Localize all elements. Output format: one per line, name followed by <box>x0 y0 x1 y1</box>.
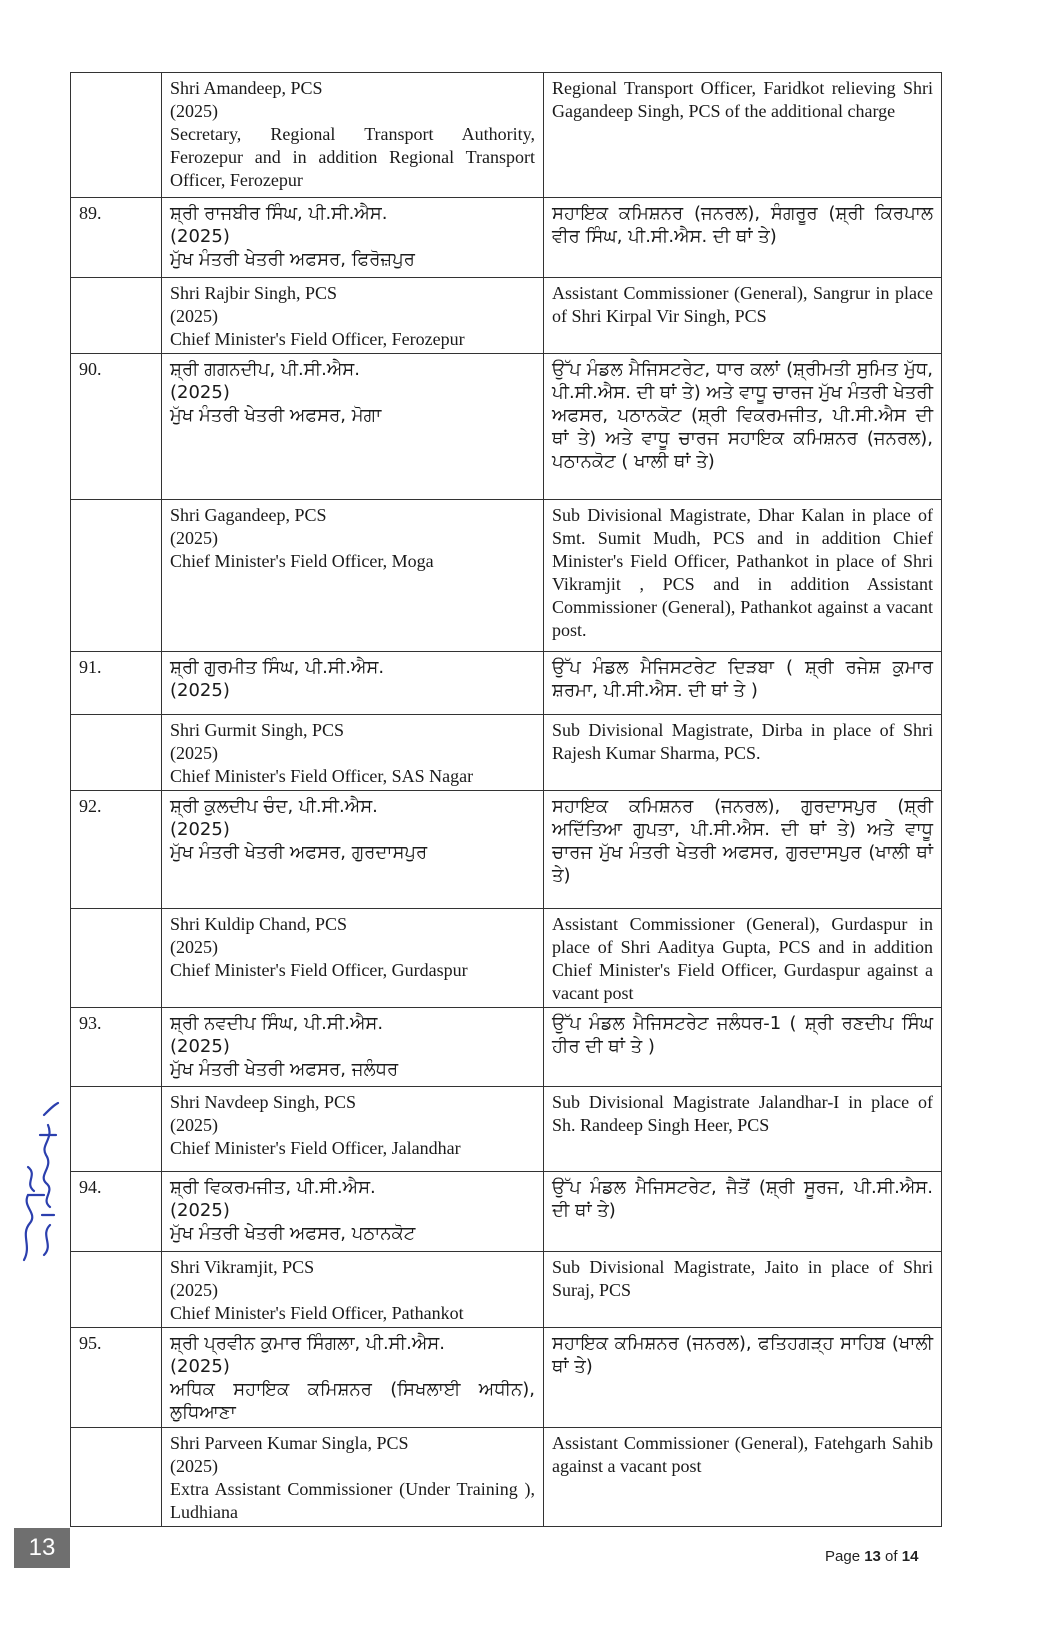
signature-image <box>14 1095 64 1265</box>
batch-year: (2025) <box>170 1456 218 1476</box>
new-posting: Assistant Commissioner (General), Fatehgarh Sahib against a vacant post <box>544 1428 942 1527</box>
officer-details <box>162 1428 544 1527</box>
current-posting: ਮੁੱਖ ਮੰਤਰੀ ਖੇਤਰੀ ਅਫਸਰ, ਫਿਰੋਜ਼ਪੁਰ <box>170 249 415 270</box>
page-current: 13 <box>864 1548 881 1565</box>
officer-name: Shri Navdeep Singh, PCS <box>170 1092 357 1112</box>
officer-details <box>162 1252 544 1328</box>
officer-details <box>162 1087 544 1172</box>
officer-name: Shri Gurmit Singh, PCS <box>170 720 345 740</box>
current-posting: ਮੁੱਖ ਮੰਤਰੀ ਖੇਤਰੀ ਅਫਸਰ, ਪਠਾਨਕੋਟ <box>170 1223 416 1244</box>
serial-number: 95. <box>71 1328 162 1428</box>
serial-number <box>71 73 162 198</box>
serial-number: 93. <box>71 1008 162 1087</box>
page-prefix: Page <box>825 1548 865 1565</box>
batch-year: (2025) <box>170 819 230 840</box>
posting-orders-table <box>70 72 942 1527</box>
officer-details <box>162 1172 544 1252</box>
officer-name: Shri Rajbir Singh, PCS <box>170 283 338 303</box>
officer-name: ਸ਼੍ਰੀ ਵਿਕਰਮਜੀਤ, ਪੀ.ਸੀ.ਐਸ. <box>170 1177 376 1198</box>
officer-name: ਸ਼੍ਰੀ ਨਵਦੀਪ ਸਿੰਘ, ਪੀ.ਸੀ.ਐਸ. <box>170 1013 384 1034</box>
serial-number <box>71 1252 162 1328</box>
table-row <box>71 198 942 278</box>
officer-details <box>162 1328 544 1428</box>
officer-name: Shri Parveen Kumar Singla, PCS <box>170 1433 409 1453</box>
table-row <box>71 1008 942 1087</box>
batch-year: (2025) <box>170 680 230 701</box>
officer-details <box>162 198 544 278</box>
serial-number <box>71 1428 162 1527</box>
new-posting: Sub Divisional Magistrate, Dhar Kalan in place of Smt. Sumit Mudh, PCS and in addition Chief Minister's Field Officer, Pathankot in place of Shri Vikramjit , PCS and in addition Assistant Commissioner (General), Pathankot against a vacant post. <box>544 500 942 652</box>
officer-name: Shri Kuldip Chand, PCS <box>170 914 348 934</box>
batch-year: (2025) <box>170 1115 218 1135</box>
new-posting: ਸਹਾਇਕ ਕਮਿਸ਼ਨਰ (ਜਨਰਲ), ਗੁਰਦਾਸਪੁਰ (ਸ਼੍ਰੀ ਅਦਿੱਤਿਆ ਗੁਪਤਾ, ਪੀ.ਸੀ.ਐਸ. ਦੀ ਥਾਂ ਤੇ) ਅਤੇ ਵਾਧੂ ਚਾਰਜ ਮੁੱਖ ਮੰਤਰੀ ਖੇਤਰੀ ਅਫਸਰ, ਗੁਰਦਾਸਪੁਰ (ਖਾਲੀ ਥਾਂ ਤੇ) <box>544 791 942 909</box>
officer-details <box>162 278 544 354</box>
table-row <box>71 715 942 791</box>
batch-year: (2025) <box>170 528 218 548</box>
current-posting: Chief Minister's Field Officer, Gurdaspur <box>170 960 468 980</box>
officer-name: ਸ਼੍ਰੀ ਕੁਲਦੀਪ ਚੰਦ, ਪੀ.ਸੀ.ਐਸ. <box>170 796 378 817</box>
officer-name: Shri Gagandeep, PCS <box>170 505 327 525</box>
officer-name: Shri Vikramjit, PCS <box>170 1257 315 1277</box>
serial-number <box>71 715 162 791</box>
officer-details <box>162 715 544 791</box>
batch-year: (2025) <box>170 1200 230 1221</box>
table-row <box>71 791 942 909</box>
officer-name: ਸ਼੍ਰੀ ਗੁਰਮੀਤ ਸਿੰਘ, ਪੀ.ਸੀ.ਐਸ. <box>170 657 385 678</box>
table-row <box>71 652 942 715</box>
table-row <box>71 1428 942 1527</box>
table-row <box>71 500 942 652</box>
serial-number <box>71 1087 162 1172</box>
serial-number <box>71 500 162 652</box>
new-posting: Sub Divisional Magistrate Jalandhar-I in place of Sh. Randeep Singh Heer, PCS <box>544 1087 942 1172</box>
current-posting: ਅਧਿਕ ਸਹਾਇਕ ਕਮਿਸ਼ਨਰ (ਸਿਖਲਾਈ ਅਧੀਨ), ਲੁਧਿਆਣਾ <box>170 1379 535 1423</box>
new-posting: Regional Transport Officer, Faridkot relieving Shri Gagandeep Singh, PCS of the additional charge <box>544 73 942 198</box>
current-posting: Chief Minister's Field Officer, SAS Nagar <box>170 766 474 786</box>
officer-details <box>162 73 544 198</box>
new-posting: Sub Divisional Magistrate, Dirba in place of Shri Rajesh Kumar Sharma, PCS. <box>544 715 942 791</box>
batch-year: (2025) <box>170 101 218 121</box>
new-posting: ਸਹਾਇਕ ਕਮਿਸ਼ਨਰ (ਜਨਰਲ), ਫਤਿਹਗੜ੍ਹ ਸਾਹਿਬ (ਖਾਲੀ ਥਾਂ ਤੇ) <box>544 1328 942 1428</box>
batch-year: (2025) <box>170 306 218 326</box>
new-posting: ਸਹਾਇਕ ਕਮਿਸ਼ਨਰ (ਜਨਰਲ), ਸੰਗਰੂਰ (ਸ਼੍ਰੀ ਕਿਰਪਾਲ ਵੀਰ ਸਿੰਘ, ਪੀ.ਸੀ.ਐਸ. ਦੀ ਥਾਂ ਤੇ) <box>544 198 942 278</box>
serial-number: 89. <box>71 198 162 278</box>
page-number-badge: 13 <box>14 1528 70 1568</box>
new-posting: ਉੱਪ ਮੰਡਲ ਮੈਜਿਸਟਰੇਟ, ਜੈਤੋਂ (ਸ਼੍ਰੀ ਸੂਰਜ, ਪੀ.ਸੀ.ਐਸ. ਦੀ ਥਾਂ ਤੇ) <box>544 1172 942 1252</box>
new-posting: ਉੱਪ ਮੰਡਲ ਮੈਜਿਸਟਰੇਟ, ਧਾਰ ਕਲਾਂ (ਸ਼੍ਰੀਮਤੀ ਸੁਮਿਤ ਮੁੱਧ, ਪੀ.ਸੀ.ਐਸ. ਦੀ ਥਾਂ ਤੇ) ਅਤੇ ਵਾਧੂ ਚਾਰਜ ਮੁੱਖ ਮੰਤਰੀ ਖੇਤਰੀ ਅਫਸਰ, ਪਠਾਨਕੋਟ (ਸ਼੍ਰੀ ਵਿਕਰਮਜੀਤ, ਪੀ.ਸੀ.ਐਸ ਦੀ ਥਾਂ ਤੇ) ਅਤੇ ਵਾਧੂ ਚਾਰਜ ਸਹਾਇਕ ਕਮਿਸ਼ਨਰ (ਜਨਰਲ), ਪਠਾਨਕੋਟ ( ਖਾਲੀ ਥਾਂ ਤੇ) <box>544 354 942 500</box>
table-row <box>71 1328 942 1428</box>
table-row <box>71 1252 942 1328</box>
table-row <box>71 1087 942 1172</box>
batch-year: (2025) <box>170 382 230 403</box>
officer-details <box>162 791 544 909</box>
batch-year: (2025) <box>170 743 218 763</box>
officer-details <box>162 1008 544 1087</box>
new-posting: ਉੱਪ ਮੰਡਲ ਮੈਜਿਸਟਰੇਟ ਜਲੰਧਰ-1 ( ਸ਼੍ਰੀ ਰਣਦੀਪ ਸਿੰਘ ਹੀਰ ਦੀ ਥਾਂ ਤੇ ) <box>544 1008 942 1087</box>
officer-name: Shri Amandeep, PCS <box>170 78 323 98</box>
officer-name: ਸ਼੍ਰੀ ਗਗਨਦੀਪ, ਪੀ.ਸੀ.ਐਸ. <box>170 359 360 380</box>
batch-year: (2025) <box>170 1036 230 1057</box>
current-posting: Secretary, Regional Transport Authority, Ferozepur and in addition Regional Transport Officer, Ferozepur <box>170 124 535 190</box>
table-row <box>71 1172 942 1252</box>
page-mid: of <box>880 1548 902 1565</box>
current-posting: ਮੁੱਖ ਮੰਤਰੀ ਖੇਤਰੀ ਅਫਸਰ, ਮੋਗਾ <box>170 405 382 426</box>
serial-number: 91. <box>71 652 162 715</box>
officer-details <box>162 354 544 500</box>
current-posting: Chief Minister's Field Officer, Pathankot <box>170 1303 464 1323</box>
table-row <box>71 909 942 1008</box>
serial-number <box>71 909 162 1008</box>
officer-name: ਸ਼੍ਰੀ ਰਾਜਬੀਰ ਸਿੰਘ, ਪੀ.ਸੀ.ਐਸ. <box>170 203 388 224</box>
page-total: 14 <box>901 1548 919 1565</box>
page-footer <box>825 1548 918 1565</box>
current-posting: Chief Minister's Field Officer, Moga <box>170 551 434 571</box>
new-posting: Assistant Commissioner (General), Sangrur in place of Shri Kirpal Vir Singh, PCS <box>544 278 942 354</box>
batch-year: (2025) <box>170 1280 218 1300</box>
current-posting: Chief Minister's Field Officer, Jalandhar <box>170 1138 461 1158</box>
new-posting: Sub Divisional Magistrate, Jaito in place of Shri Suraj, PCS <box>544 1252 942 1328</box>
serial-number <box>71 278 162 354</box>
officer-details <box>162 500 544 652</box>
officer-name: ਸ਼੍ਰੀ ਪ੍ਰਵੀਨ ਕੁਮਾਰ ਸਿੰਗਲਾ, ਪੀ.ਸੀ.ਐਸ. <box>170 1333 445 1354</box>
new-posting: Assistant Commissioner (General), Gurdaspur in place of Shri Aaditya Gupta, PCS and in addition Chief Minister's Field Officer, Gurdaspur against a vacant post <box>544 909 942 1008</box>
batch-year: (2025) <box>170 937 218 957</box>
table-row <box>71 354 942 500</box>
current-posting: Extra Assistant Commissioner (Under Training ), Ludhiana <box>170 1479 535 1522</box>
table-row <box>71 278 942 354</box>
table-row <box>71 73 942 198</box>
batch-year: (2025) <box>170 226 230 247</box>
current-posting: Chief Minister's Field Officer, Ferozepur <box>170 329 465 349</box>
officer-details <box>162 909 544 1008</box>
current-posting: ਮੁੱਖ ਮੰਤਰੀ ਖੇਤਰੀ ਅਫਸਰ, ਗੁਰਦਾਸਪੁਰ <box>170 842 428 863</box>
batch-year: (2025) <box>170 1356 230 1377</box>
current-posting: ਮੁੱਖ ਮੰਤਰੀ ਖੇਤਰੀ ਅਫਸਰ, ਜਲੰਧਰ <box>170 1059 399 1080</box>
new-posting: ਉੱਪ ਮੰਡਲ ਮੈਜਿਸਟਰੇਟ ਦਿੜਬਾ ( ਸ਼੍ਰੀ ਰਜੇਸ਼ ਕੁਮਾਰ ਸ਼ਰਮਾ, ਪੀ.ਸੀ.ਐਸ. ਦੀ ਥਾਂ ਤੇ ) <box>544 652 942 715</box>
serial-number: 90. <box>71 354 162 500</box>
serial-number: 92. <box>71 791 162 909</box>
officer-details <box>162 652 544 715</box>
serial-number: 94. <box>71 1172 162 1252</box>
